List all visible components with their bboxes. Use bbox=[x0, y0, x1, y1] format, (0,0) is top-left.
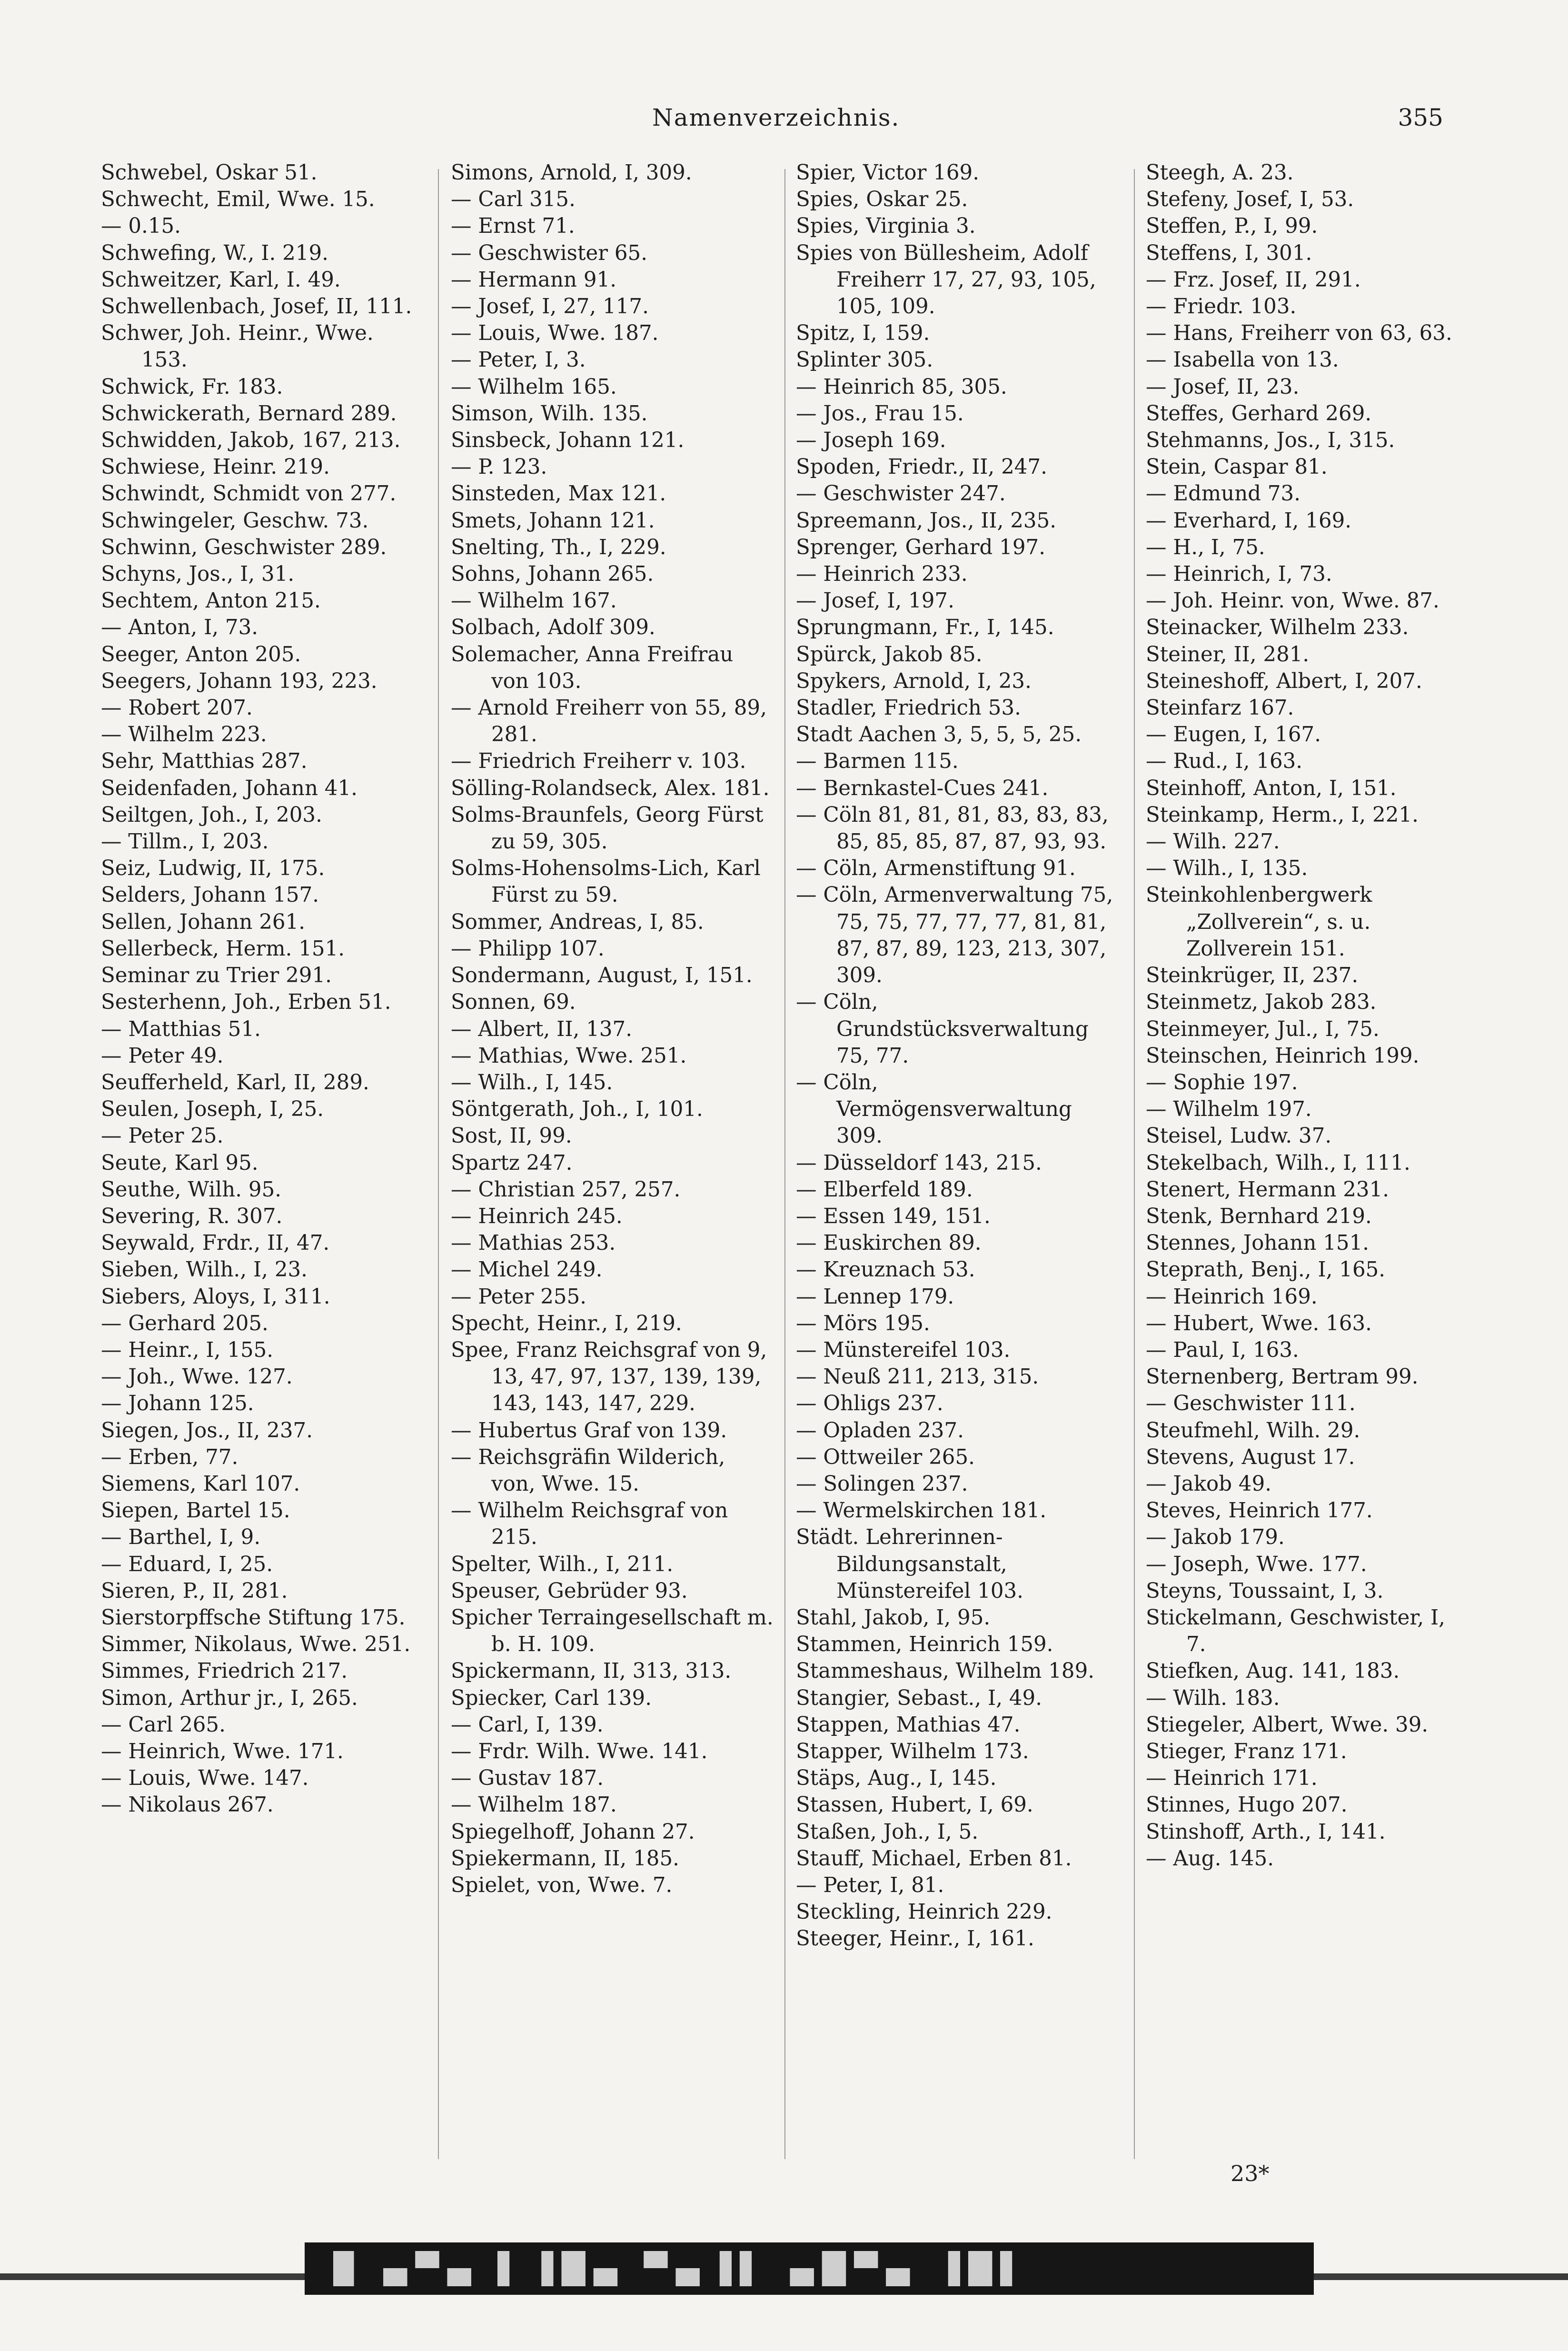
index-entry: — Wilhelm 223. bbox=[101, 723, 267, 747]
running-title: Namenverzeichnis. bbox=[652, 104, 900, 131]
index-entry: — Paul, I, 163. bbox=[1146, 1338, 1299, 1362]
index-entry: Stammeshaus, Wilhelm 189. bbox=[796, 1659, 1095, 1684]
index-entry: Stapper, Wilhelm 173. bbox=[796, 1739, 1029, 1763]
index-entry: Steinkrüger, II, 237. bbox=[1146, 964, 1359, 988]
index-entry: Steinschen, Heinrich 199. bbox=[1146, 1044, 1419, 1068]
index-entry: — Friedrich Freiherr v. 103. bbox=[451, 749, 746, 774]
index-entry: Schwindt, Schmidt von 277. bbox=[101, 482, 397, 506]
index-entry: — Münstereifel 103. bbox=[796, 1338, 1011, 1362]
index-entry: Stein, Caspar 81. bbox=[1146, 455, 1328, 479]
index-entry: Sonnen, 69. bbox=[451, 990, 576, 1015]
index-entry: — Jakob 49. bbox=[1146, 1472, 1272, 1496]
index-entry: Seywald, Frdr., II, 47. bbox=[101, 1231, 330, 1255]
index-entry: Schwebel, Oskar 51. bbox=[101, 161, 318, 185]
index-entry: Steinmeyer, Jul., I, 75. bbox=[1146, 1017, 1379, 1041]
index-entry: — Heinrich 171. bbox=[1146, 1766, 1318, 1791]
index-entry: Simson, Wilh. 135. bbox=[451, 401, 648, 426]
index-entry: Stennes, Johann 151. bbox=[1146, 1231, 1370, 1255]
index-entry: Sellerbeck, Herm. 151. bbox=[101, 936, 345, 961]
index-entry: Spies, Virginia 3. bbox=[796, 214, 976, 239]
index-entry: — Heinrich 85, 305. bbox=[796, 375, 1007, 399]
index-entry: Steffen, P., I, 99. bbox=[1146, 214, 1318, 239]
index-entry: — Albert, II, 137. bbox=[451, 1017, 633, 1041]
index-entry: — Mörs 195. bbox=[796, 1311, 930, 1335]
index-entry: Smets, Johann 121. bbox=[451, 508, 655, 533]
index-entry: — Wilhelm 165. bbox=[451, 375, 617, 399]
signature-mark: 23* bbox=[1231, 2161, 1270, 2186]
index-entry: Seiz, Ludwig, II, 175. bbox=[101, 857, 325, 881]
index-entry: Selders, Johann 157. bbox=[101, 883, 319, 907]
index-entry: Steinkohlenbergwerk „Zollverein“, s. u. Zollverein 151. bbox=[1146, 883, 1372, 961]
index-entry: Siemens, Karl 107. bbox=[101, 1472, 300, 1496]
index-entry: — Peter 25. bbox=[101, 1124, 224, 1148]
index-entry: Steyns, Toussaint, I, 3. bbox=[1146, 1579, 1384, 1603]
index-entry: Schwefing, W., I. 219. bbox=[101, 241, 328, 265]
index-entry: Stadt Aachen 3, 5, 5, 5, 25. bbox=[796, 723, 1082, 747]
index-entry: Seiltgen, Joh., I, 203. bbox=[101, 803, 322, 827]
index-entry: — Peter 255. bbox=[451, 1285, 587, 1309]
index-entry: Städt. Lehrerinnen-Bildungsanstalt, Münstereifel 103. bbox=[796, 1525, 1024, 1603]
index-entry: Schwer, Joh. Heinr., Wwe. 153. bbox=[101, 321, 374, 372]
index-entry: — Bernkastel-Cues 241. bbox=[796, 776, 1049, 800]
index-entry: — Essen 149, 151. bbox=[796, 1204, 991, 1228]
index-entry: Spickermann, II, 313, 313. bbox=[451, 1659, 732, 1684]
index-entry: — Heinrich 245. bbox=[451, 1204, 623, 1228]
index-entry: Stinnes, Hugo 207. bbox=[1146, 1793, 1348, 1817]
index-entry: Sehr, Matthias 287. bbox=[101, 749, 308, 774]
index-entry: — Wilh., I, 145. bbox=[451, 1070, 613, 1095]
index-entry: — Heinrich 169. bbox=[1146, 1285, 1318, 1309]
index-entry: — Neuß 211, 213, 315. bbox=[796, 1365, 1039, 1389]
index-entry: — Opladen 237. bbox=[796, 1418, 964, 1443]
index-entry: — Joh. Heinr. von, Wwe. 87. bbox=[1146, 589, 1439, 613]
index-entry: — Düsseldorf 143, 215. bbox=[796, 1151, 1042, 1175]
index-entry: — Barmen 115. bbox=[796, 749, 959, 774]
index-entry: — Cöln 81, 81, 81, 83, 83, 83, 85, 85, 85, 87, 87, 93, 93. bbox=[796, 803, 1109, 854]
index-entry: Stenert, Hermann 231. bbox=[1146, 1177, 1389, 1202]
column-rule bbox=[438, 169, 439, 2159]
index-entry: Spicher Terraingesellschaft m. b. H. 109. bbox=[451, 1605, 774, 1657]
index-entry: Spier, Victor 169. bbox=[796, 161, 980, 185]
index-entry: — Carl, I, 139. bbox=[451, 1713, 604, 1737]
index-entry: Stinshoff, Arth., I, 141. bbox=[1146, 1820, 1386, 1844]
index-entry: — Hans, Freiherr von 63, 63. bbox=[1146, 321, 1452, 346]
index-entry: Steinhoff, Anton, I, 151. bbox=[1146, 776, 1397, 800]
index-entry: — Josef, II, 23. bbox=[1146, 375, 1300, 399]
index-entry: Steffens, I, 301. bbox=[1146, 241, 1312, 265]
index-entry: — Christian 257, 257. bbox=[451, 1177, 681, 1202]
index-entry: Sellen, Johann 261. bbox=[101, 910, 306, 934]
index-entry: Schweitzer, Karl, I. 49. bbox=[101, 268, 341, 292]
index-entry: — Cöln, Grundstücksverwaltung 75, 77. bbox=[796, 990, 1089, 1068]
index-entry: Schwingeler, Geschw. 73. bbox=[101, 508, 369, 533]
index-column-4 bbox=[1146, 159, 1469, 2178]
index-entry: — Jakob 179. bbox=[1146, 1525, 1285, 1550]
index-entry: Spürck, Jakob 85. bbox=[796, 642, 982, 667]
index-entry: Sinsbeck, Johann 121. bbox=[451, 428, 685, 453]
index-entry: Sprungmann, Fr., I, 145. bbox=[796, 616, 1054, 640]
index-entry: — Mathias 253. bbox=[451, 1231, 616, 1255]
index-entry: Solemacher, Anna Freifrau von 103. bbox=[451, 642, 734, 693]
index-entry: — Wilhelm 167. bbox=[451, 589, 617, 613]
index-entry: — Wilhelm 197. bbox=[1146, 1097, 1312, 1122]
index-entry: Steufmehl, Wilh. 29. bbox=[1146, 1418, 1360, 1443]
index-entry: Steprath, Benj., I, 165. bbox=[1146, 1258, 1386, 1282]
index-entry: Seidenfaden, Johann 41. bbox=[101, 776, 357, 800]
index-entry: Speuser, Gebrüder 93. bbox=[451, 1579, 688, 1603]
index-entry: — Hubertus Graf von 139. bbox=[451, 1418, 727, 1443]
index-entry: Stassen, Hubert, I, 69. bbox=[796, 1793, 1033, 1817]
index-column-1 bbox=[101, 159, 425, 2178]
index-entry: Seminar zu Trier 291. bbox=[101, 964, 332, 988]
index-entry: — Peter, I, 81. bbox=[796, 1873, 944, 1897]
index-entry: Spykers, Arnold, I, 23. bbox=[796, 669, 1032, 693]
index-entry: — Isabella von 13. bbox=[1146, 348, 1339, 372]
index-entry: Sinsteden, Max 121. bbox=[451, 482, 666, 506]
index-entry: Siebers, Aloys, I, 311. bbox=[101, 1285, 330, 1309]
index-entry: — Everhard, I, 169. bbox=[1146, 508, 1352, 533]
index-entry: — Hubert, Wwe. 163. bbox=[1146, 1311, 1372, 1335]
index-entry: — Erben, 77. bbox=[101, 1445, 238, 1469]
index-entry: Spiegelhoff, Johann 27. bbox=[451, 1820, 695, 1844]
index-entry: — Johann 125. bbox=[101, 1392, 254, 1416]
index-entry: Simon, Arthur jr., I, 265. bbox=[101, 1686, 358, 1710]
index-entry: — Ernst 71. bbox=[451, 214, 575, 239]
index-entry: Spiekermann, II, 185. bbox=[451, 1846, 679, 1871]
index-entry: — Matthias 51. bbox=[101, 1017, 261, 1041]
index-entry: Schwickerath, Bernard 289. bbox=[101, 401, 397, 426]
index-entry: — Louis, Wwe. 187. bbox=[451, 321, 659, 346]
index-entry: Schwinn, Geschwister 289. bbox=[101, 535, 387, 559]
index-entry: Stefeny, Josef, I, 53. bbox=[1146, 188, 1354, 212]
index-entry: Seute, Karl 95. bbox=[101, 1151, 258, 1175]
index-entry: — Peter 49. bbox=[101, 1044, 224, 1068]
index-entry: Stauff, Michael, Erben 81. bbox=[796, 1846, 1072, 1871]
index-entry: — Ottweiler 265. bbox=[796, 1445, 975, 1469]
index-entry: Spies, Oskar 25. bbox=[796, 188, 968, 212]
index-entry: — Frdr. Wilh. Wwe. 141. bbox=[451, 1739, 708, 1763]
index-entry: Stekelbach, Wilh., I, 111. bbox=[1146, 1151, 1410, 1175]
index-entry: — Friedr. 103. bbox=[1146, 295, 1297, 319]
index-entry: — 0.15. bbox=[101, 214, 181, 239]
index-entry: — Ohligs 237. bbox=[796, 1392, 943, 1416]
index-entry: Sechtem, Anton 215. bbox=[101, 589, 321, 613]
index-entry: Seuthe, Wilh. 95. bbox=[101, 1177, 282, 1202]
index-entry: Seegers, Johann 193, 223. bbox=[101, 669, 377, 693]
index-entry: Severing, R. 307. bbox=[101, 1204, 283, 1228]
index-entry: — Michel 249. bbox=[451, 1258, 603, 1282]
index-entry: — Wermelskirchen 181. bbox=[796, 1499, 1047, 1523]
index-entry: — Louis, Wwe. 147. bbox=[101, 1766, 309, 1791]
index-entry: Steckling, Heinrich 229. bbox=[796, 1900, 1052, 1924]
index-entry: — P. 123. bbox=[451, 455, 547, 479]
index-entry: — Lennep 179. bbox=[796, 1285, 954, 1309]
index-entry: Solms-Hohensolms-Lich, Karl Fürst zu 59. bbox=[451, 857, 761, 907]
index-entry: Sternenberg, Bertram 99. bbox=[1146, 1365, 1419, 1389]
index-entry: — Eduard, I, 25. bbox=[101, 1552, 273, 1576]
index-entry: Schwidden, Jakob, 167, 213. bbox=[101, 428, 401, 453]
index-columns bbox=[101, 159, 1453, 2178]
index-entry: — Frz. Josef, II, 291. bbox=[1146, 268, 1361, 292]
index-entry: — Joseph 169. bbox=[796, 428, 946, 453]
index-entry: Stickelmann, Geschwister, I, 7. bbox=[1146, 1605, 1446, 1657]
index-entry: Stappen, Mathias 47. bbox=[796, 1713, 1021, 1737]
index-entry: — Anton, I, 73. bbox=[101, 616, 258, 640]
index-entry: — Heinrich, I, 73. bbox=[1146, 562, 1332, 587]
index-entry: Specht, Heinr., I, 219. bbox=[451, 1311, 682, 1335]
index-entry: — Geschwister 65. bbox=[451, 241, 648, 265]
index-entry: Stammen, Heinrich 159. bbox=[796, 1633, 1053, 1657]
index-entry: Stevens, August 17. bbox=[1146, 1445, 1355, 1469]
index-entry: — Wilhelm Reichsgraf von 215. bbox=[451, 1499, 728, 1550]
index-entry: Steves, Heinrich 177. bbox=[1146, 1499, 1373, 1523]
index-entry: — Arnold Freiherr von 55, 89, 281. bbox=[451, 696, 767, 747]
index-entry: — Heinr., I, 155. bbox=[101, 1338, 274, 1362]
index-entry: — Barthel, I, 9. bbox=[101, 1525, 261, 1550]
index-entry: — Hermann 91. bbox=[451, 268, 617, 292]
index-entry: Sommer, Andreas, I, 85. bbox=[451, 910, 704, 934]
index-entry: — Elberfeld 189. bbox=[796, 1177, 973, 1202]
column-rule bbox=[1134, 169, 1135, 2159]
index-entry: Schwick, Fr. 183. bbox=[101, 375, 283, 399]
index-entry: — Joh., Wwe. 127. bbox=[101, 1365, 293, 1389]
index-entry: Stehmanns, Jos., I, 315. bbox=[1146, 428, 1395, 453]
index-entry: — Geschwister 111. bbox=[1146, 1392, 1356, 1416]
index-entry: — Reichsgräfin Wilderich, von, Wwe. 15. bbox=[451, 1445, 725, 1496]
index-entry: Siepen, Bartel 15. bbox=[101, 1499, 290, 1523]
index-entry: Spoden, Friedr., II, 247. bbox=[796, 455, 1047, 479]
page-number: 355 bbox=[1398, 104, 1443, 131]
index-entry: Stiegeler, Albert, Wwe. 39. bbox=[1146, 1713, 1429, 1737]
index-entry: Spee, Franz Reichsgraf von 9, 13, 47, 97, 137, 139, 139, 143, 143, 147, 229. bbox=[451, 1338, 767, 1416]
index-entry: Seufferheld, Karl, II, 289. bbox=[101, 1070, 369, 1095]
index-entry: — Robert 207. bbox=[101, 696, 253, 720]
index-entry: Schwecht, Emil, Wwe. 15. bbox=[101, 188, 375, 212]
index-entry: — H., I, 75. bbox=[1146, 535, 1265, 559]
index-entry: Spitz, I, 159. bbox=[796, 321, 930, 346]
index-entry: Stieger, Franz 171. bbox=[1146, 1739, 1347, 1763]
index-entry: — Wilh. 183. bbox=[1146, 1686, 1280, 1710]
index-entry: Stahl, Jakob, I, 95. bbox=[796, 1605, 991, 1630]
index-entry: Schwiese, Heinr. 219. bbox=[101, 455, 330, 479]
index-entry: Staßen, Joh., I, 5. bbox=[796, 1820, 979, 1844]
index-entry: Spartz 247. bbox=[451, 1151, 573, 1175]
index-entry: Sondermann, August, I, 151. bbox=[451, 964, 753, 988]
index-entry: — Peter, I, 3. bbox=[451, 348, 586, 372]
scan-edge-strip bbox=[0, 2228, 1568, 2319]
index-entry: Söntgerath, Joh., I, 101. bbox=[451, 1097, 703, 1122]
index-entry: Steffes, Gerhard 269. bbox=[1146, 401, 1372, 426]
index-entry: Schyns, Jos., I, 31. bbox=[101, 562, 295, 587]
index-entry: Steinacker, Wilhelm 233. bbox=[1146, 616, 1409, 640]
scan-edge-text: ▉ ▄▀▄ ▌▐█▄ ▀▄▐▌ ▄█▀▄ ▐█▌ bbox=[333, 2251, 1032, 2286]
index-entry: — Philipp 107. bbox=[451, 936, 605, 961]
index-entry: Sohns, Johann 265. bbox=[451, 562, 654, 587]
index-entry: — Euskirchen 89. bbox=[796, 1231, 982, 1255]
index-entry: Stäps, Aug., I, 145. bbox=[796, 1766, 997, 1791]
index-entry: Simons, Arnold, I, 309. bbox=[451, 161, 692, 185]
index-entry: — Wilh. 227. bbox=[1146, 830, 1280, 854]
index-entry: — Cöln, Armenverwaltung 75, 75, 75, 77, 77, 77, 81, 81, 87, 87, 89, 123, 213, 307, 309. bbox=[796, 883, 1113, 988]
index-entry: Spiecker, Carl 139. bbox=[451, 1686, 652, 1710]
index-entry: — Gustav 187. bbox=[451, 1766, 604, 1791]
index-entry: Sost, II, 99. bbox=[451, 1124, 572, 1148]
index-entry: Steinfarz 167. bbox=[1146, 696, 1294, 720]
index-entry: Spreemann, Jos., II, 235. bbox=[796, 508, 1057, 533]
index-entry: — Joseph, Wwe. 177. bbox=[1146, 1552, 1367, 1576]
index-entry: Seeger, Anton 205. bbox=[101, 642, 301, 667]
index-entry: — Cöln, Vermögensverwaltung 309. bbox=[796, 1070, 1072, 1148]
index-entry: Steisel, Ludw. 37. bbox=[1146, 1124, 1332, 1148]
index-entry: — Josef, I, 197. bbox=[796, 589, 954, 613]
index-entry: Stenk, Bernhard 219. bbox=[1146, 1204, 1372, 1228]
index-entry: — Aug. 145. bbox=[1146, 1846, 1274, 1871]
index-entry: Steeger, Heinr., I, 161. bbox=[796, 1927, 1034, 1951]
index-entry: Sieren, P., II, 281. bbox=[101, 1579, 288, 1603]
index-entry: Stiefken, Aug. 141, 183. bbox=[1146, 1659, 1400, 1684]
index-entry: Sesterhenn, Joh., Erben 51. bbox=[101, 990, 391, 1015]
index-entry: — Tillm., I, 203. bbox=[101, 830, 269, 854]
index-entry: — Wilhelm 187. bbox=[451, 1793, 617, 1817]
index-entry: — Jos., Frau 15. bbox=[796, 401, 964, 426]
index-entry: — Heinrich, Wwe. 171. bbox=[101, 1739, 344, 1763]
index-entry: Stangier, Sebast., I, 49. bbox=[796, 1686, 1042, 1710]
index-entry: Solms-Braunfels, Georg Fürst zu 59, 305. bbox=[451, 803, 764, 854]
index-entry: — Carl 265. bbox=[101, 1713, 226, 1737]
index-entry: Stadler, Friedrich 53. bbox=[796, 696, 1021, 720]
index-entry: — Nikolaus 267. bbox=[101, 1793, 274, 1817]
index-entry: — Edmund 73. bbox=[1146, 482, 1301, 506]
index-column-3 bbox=[796, 159, 1120, 2178]
index-entry: Spies von Büllesheim, Adolf Freiherr 17, 27, 93, 105, 105, 109. bbox=[796, 241, 1096, 319]
index-entry: Steineshoff, Albert, I, 207. bbox=[1146, 669, 1422, 693]
index-entry: Sierstorpffsche Stiftung 175. bbox=[101, 1605, 406, 1630]
index-entry: Simmer, Nikolaus, Wwe. 251. bbox=[101, 1633, 411, 1657]
index-entry: — Mathias, Wwe. 251. bbox=[451, 1044, 687, 1068]
index-entry: — Gerhard 205. bbox=[101, 1311, 268, 1335]
index-entry: Spielet, von, Wwe. 7. bbox=[451, 1873, 673, 1897]
index-entry: Simmes, Friedrich 217. bbox=[101, 1659, 348, 1684]
index-entry: Seulen, Joseph, I, 25. bbox=[101, 1097, 324, 1122]
index-entry: — Wilh., I, 135. bbox=[1146, 857, 1308, 881]
index-entry: — Heinrich 233. bbox=[796, 562, 968, 587]
index-column-2 bbox=[451, 159, 774, 2178]
index-entry: Steinmetz, Jakob 283. bbox=[1146, 990, 1377, 1015]
index-entry: — Eugen, I, 167. bbox=[1146, 723, 1321, 747]
index-entry: Solbach, Adolf 309. bbox=[451, 616, 655, 640]
index-entry: Sprenger, Gerhard 197. bbox=[796, 535, 1046, 559]
index-entry: Snelting, Th., I, 229. bbox=[451, 535, 666, 559]
index-entry: — Cöln, Armenstiftung 91. bbox=[796, 857, 1076, 881]
index-entry: Schwellenbach, Josef, II, 111. bbox=[101, 295, 412, 319]
index-entry: — Kreuznach 53. bbox=[796, 1258, 975, 1282]
index-entry: — Josef, I, 27, 117. bbox=[451, 295, 649, 319]
index-entry: Sieben, Wilh., I, 23. bbox=[101, 1258, 308, 1282]
index-entry: Steegh, A. 23. bbox=[1146, 161, 1294, 185]
index-entry: Steinkamp, Herm., I, 221. bbox=[1146, 803, 1419, 827]
index-entry: — Carl 315. bbox=[451, 188, 576, 212]
index-entry: Steiner, II, 281. bbox=[1146, 642, 1310, 667]
index-entry: Splinter 305. bbox=[796, 348, 933, 372]
index-entry: Spelter, Wilh., I, 211. bbox=[451, 1552, 674, 1576]
index-entry: — Geschwister 247. bbox=[796, 482, 1006, 506]
page-header bbox=[0, 104, 1568, 147]
index-entry: Siegen, Jos., II, 237. bbox=[101, 1418, 313, 1443]
column-rule bbox=[784, 169, 785, 2159]
index-entry: — Rud., I, 163. bbox=[1146, 749, 1303, 774]
index-entry: Sölling-Rolandseck, Alex. 181. bbox=[451, 776, 770, 800]
index-entry: — Sophie 197. bbox=[1146, 1070, 1298, 1095]
index-entry: — Solingen 237. bbox=[796, 1472, 968, 1496]
